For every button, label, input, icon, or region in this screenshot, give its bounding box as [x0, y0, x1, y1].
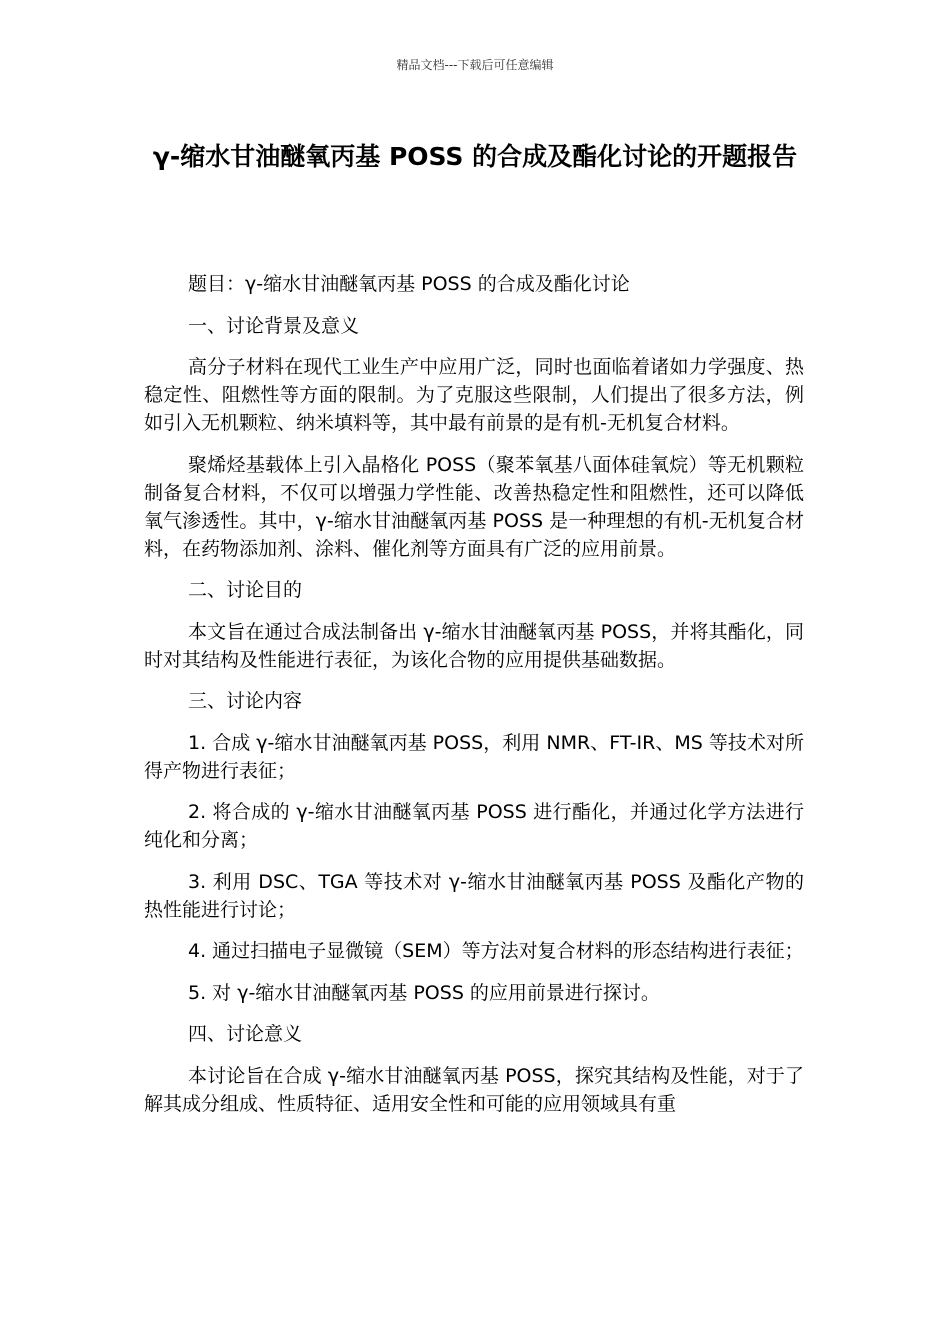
document-body [144, 270, 804, 1131]
list-item: 1. 合成 γ-缩水甘油醚氧丙基 POSS，利用 NMR、FT-IR、MS 等技术对所得产物进行表征； [144, 731, 804, 782]
document-title: γ-缩水甘油醚氧丙基 POSS 的合成及酯化讨论的开题报告 [152, 142, 798, 171]
paragraph: 高分子材料在现代工业生产中应用广泛，同时也面临着诸如力学强度、热稳定性、阻燃性等方面的限制。为了克服这些限制，人们提出了很多方法，例如引入无机颗粒、纳米填料等，其中最有前景的是有机-无机复合材料。 [144, 356, 804, 434]
paragraph: 聚烯烃基载体上引入晶格化 POSS（聚苯氧基八面体硅氧烷）等无机颗粒制备复合材料，不仅可以增强力学性能、改善热稳定性和阻燃性，还可以降低氧气渗透性。其中，γ-缩水甘油醚氧丙基 POSS 是一种理想的有机-无机复合材料，在药物添加剂、涂料、催化剂等方面具有广泛的应用前景。 [144, 453, 804, 560]
list-item: 4. 通过扫描电子显微镜（SEM）等方法对复合材料的形态结构进行表征； [188, 940, 804, 962]
section-heading-content: 三、讨论内容 [188, 690, 303, 712]
section-heading-purpose: 二、讨论目的 [188, 579, 303, 601]
list-item: 2. 将合成的 γ-缩水甘油醚氧丙基 POSS 进行酯化，并通过化学方法进行纯化和分离； [144, 801, 804, 851]
paragraph: 本讨论旨在合成 γ-缩水甘油醚氧丙基 POSS，探究其结构及性能，对于了解其成分组成、性质特征、适用安全性和可能的应用领域具有重 [144, 1064, 804, 1115]
section-heading-background: 一、讨论背景及意义 [188, 314, 360, 337]
header-note: 精品文档---下载后可任意编辑 [396, 58, 554, 72]
paragraph: 本文旨在通过合成法制备出 γ-缩水甘油醚氧丙基 POSS，并将其酯化，同时对其结构及性能进行表征，为该化合物的应用提供基础数据。 [144, 620, 804, 671]
topic-line: 题目：γ-缩水甘油醚氧丙基 POSS 的合成及酯化讨论 [188, 273, 630, 295]
list-item: 5. 对 γ-缩水甘油醚氧丙基 POSS 的应用前景进行探讨。 [188, 981, 660, 1004]
section-heading-significance: 四、讨论意义 [188, 1023, 303, 1045]
list-item: 3. 利用 DSC、TGA 等技术对 γ-缩水甘油醚氧丙基 POSS 及酯化产物的热性能进行讨论； [144, 870, 804, 921]
